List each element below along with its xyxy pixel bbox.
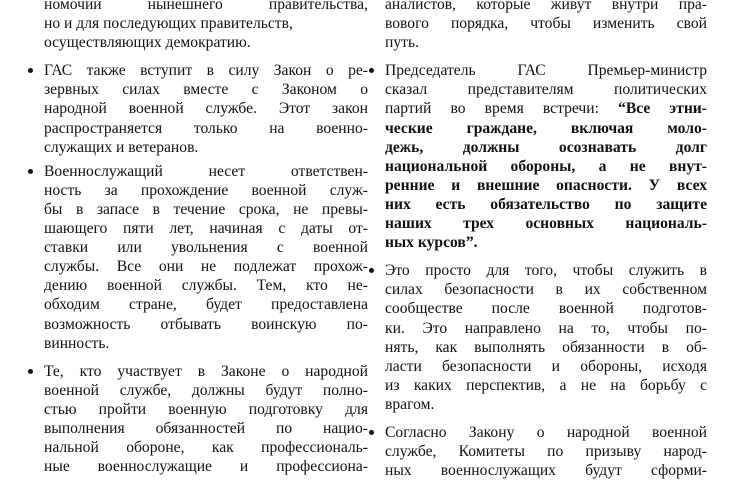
text-line: номочий нынешнего правительства, [44, 0, 368, 13]
quote-line: ческие граждане, включая моло- [385, 119, 707, 137]
right-column [385, 0, 707, 480]
text-line [385, 157, 707, 176]
quote-line: наших трех основных националь- [385, 215, 707, 233]
right-paragraph-fragment [385, 0, 707, 52]
text-line: возможность отбывать воинскую по- [44, 315, 368, 333]
left-paragraph-fragment [44, 0, 368, 52]
text-line: сообществе после военной подготов- [385, 300, 707, 318]
text-line [385, 195, 707, 214]
left-column [44, 0, 368, 476]
text-line: дению военной службы. Тем, кто не- [44, 277, 368, 295]
text-line: шающего пяти лет, начиная с даты от- [44, 220, 368, 238]
text-line: нальной обороне, как профессиональ- [44, 439, 368, 457]
bullet-icon [369, 68, 374, 73]
text-line: бы в запасе в течение срока, не превы- [44, 200, 368, 218]
quote-intro: партий во время встречи: [385, 100, 619, 118]
text-line: выполнения обязанностей по нацио- [44, 419, 368, 437]
left-bullet-1 [44, 61, 368, 156]
text-line: ки. Это направлено на то, чтобы по- [385, 319, 707, 337]
quote-line: ных курсов”. [385, 234, 478, 252]
text-line: службы. Все они не подлежат прохож- [44, 258, 368, 276]
text-line [385, 138, 707, 157]
right-bullet-2 [385, 261, 707, 414]
text-line: Согласно Закону о народной военной [385, 423, 707, 441]
text-line: из каких перспектив, а не на борьбу с [385, 376, 707, 394]
quote-line: них есть обязательство по защите [385, 195, 707, 213]
text-line: стью пройти военную подготовку для [44, 400, 368, 418]
text-line: ных военнослужащих будут сформи- [385, 462, 707, 480]
text-line [385, 119, 707, 138]
text-line [385, 99, 707, 118]
text-line: Те, кто участвует в Законе о народной [44, 362, 368, 380]
text-line: зервных силах вместе с Законом о [44, 81, 368, 99]
text-line: врагом. [385, 395, 435, 413]
bullet-icon [369, 430, 374, 435]
text-line: служащих и ветеранов. [44, 138, 199, 156]
quote-line: дежь, должны осознавать долг [385, 138, 707, 156]
left-bullet-3 [44, 362, 368, 477]
text-line: Председатель ГАС Премьер-министр [385, 62, 707, 80]
text-line: обходим стране, будет предоставлена [44, 296, 368, 314]
text-line: аналистов, которые живут внутри пра- [385, 0, 707, 13]
right-bullet-3 [385, 423, 707, 480]
text-line: нять, как выполнять обязанности в об- [385, 338, 707, 356]
left-bullet-2 [44, 162, 368, 353]
text-line [385, 214, 707, 233]
text-line: ставки или увольнения с военной [44, 239, 368, 257]
quote-line: ренние и внешние опасности. У всех [385, 176, 707, 194]
text-line: сказал представителям политических [385, 81, 707, 99]
text-line: Военнослужащий несет ответствен- [44, 162, 368, 180]
text-line [385, 176, 707, 195]
text-line [385, 233, 707, 252]
quote-start: “Все этни- [618, 100, 707, 118]
text-line: ные военнослужащие и профессиона- [44, 458, 368, 476]
text-line: ГАС также вступит в силу Закон о ре- [44, 62, 368, 80]
text-line: ность за прохождение военной служ- [44, 181, 368, 199]
text-line: но и для последующих правительств, [44, 15, 293, 33]
text-line: путь. [385, 34, 419, 52]
text-line: службе, Комитеты по призыву народ- [385, 443, 707, 461]
text-line: военной службе, должны будут полно- [44, 381, 368, 399]
text-line: распространяется только на военно- [44, 119, 368, 137]
text-line: силах безопасности в их собственном [385, 281, 707, 299]
text-line: Это просто для того, чтобы служить в [385, 262, 707, 280]
text-line: осуществляющих демократию. [44, 34, 251, 52]
text-line: ласти безопасности и обороны, исходя [385, 357, 707, 375]
text-line: народной военной службе. Этот закон [44, 100, 368, 118]
bullet-icon [28, 68, 33, 73]
text-line: вового порядка, чтобы изменить свой [385, 15, 707, 33]
right-bullet-1 [385, 61, 707, 252]
bullet-icon [28, 369, 33, 374]
text-line: винность. [44, 334, 110, 352]
bullet-icon [28, 169, 33, 174]
quote-line: национальной обороны, а не внут- [385, 157, 707, 175]
bullet-icon [369, 268, 374, 273]
